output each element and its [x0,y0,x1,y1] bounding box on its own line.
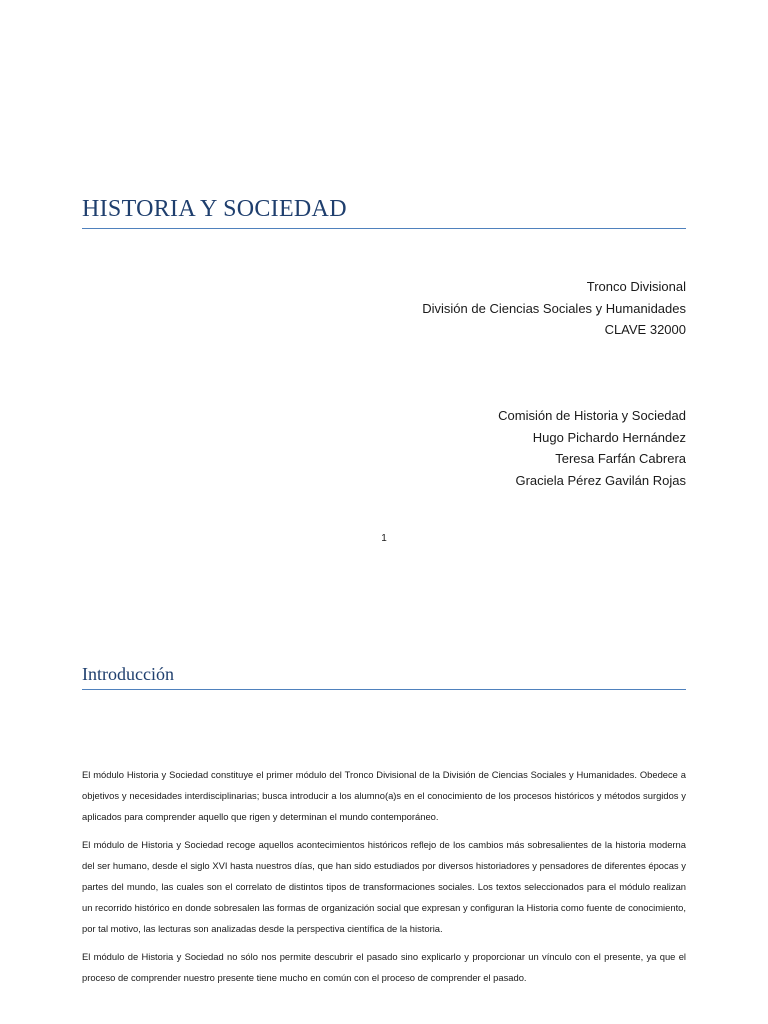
paragraph: El módulo de Historia y Sociedad recoge aquellos acontecimientos históricos reflejo de los cambios más sobresalientes de la historia moderna del ser humano, desde el siglo XVI hasta nuestros días, que han sido estudiados por diversos historiadores y pensadores de diferentes épocas y partes del mundo, las cuales son el correlato de distintos tipos de transformaciones sociales. Los textos seleccionados para el módulo realizan un recorrido histórico en donde sobresalen las formas de organización social que expresan y configuran la Historia como fuente de conocimiento, por tal motivo, las lecturas son analizadas desde la perspectiva científica de la historia. [82,838,686,935]
title-underline [82,228,686,229]
course-division: División de Ciencias Sociales y Humanidades [422,300,686,316]
introduction-body [82,764,686,994]
author-name: Hugo Pichardo Hernández [532,429,686,445]
course-info [186,276,686,341]
author-name: Graciela Pérez Gavilán Rojas [515,473,686,489]
page-number: 1 [381,533,387,544]
section-heading: Introducción [82,664,174,684]
course-program: Tronco Divisional [586,279,686,294]
section-underline [82,689,686,690]
course-code: CLAVE 32000 [604,322,686,338]
paragraph: El módulo de Historia y Sociedad no sólo nos permite descubrir el pasado sino explicarlo y proporcionar un vínculo con el presente, ya que el proceso de comprender nuestro presente tiene mucho en común con el proceso de comprender el pasado. [82,950,686,983]
commission-name: Comisión de Historia y Sociedad [498,408,686,423]
author-name: Teresa Farfán Cabrera [555,451,686,467]
document-title: HISTORIA Y SOCIEDAD [82,196,347,222]
authors-block [186,405,686,492]
paragraph: El módulo Historia y Sociedad constituye el primer módulo del Tronco Divisional de la División de Ciencias Sociales y Humanidades. Obedece a objetivos y necesidades interdisciplinarias; busca introducir a los alumno(a)s en el conocimiento de los procesos históricos y métodos surgidos y aplicados para comprender aquello que rigen y determinan el mundo contemporáneo. [82,769,686,823]
